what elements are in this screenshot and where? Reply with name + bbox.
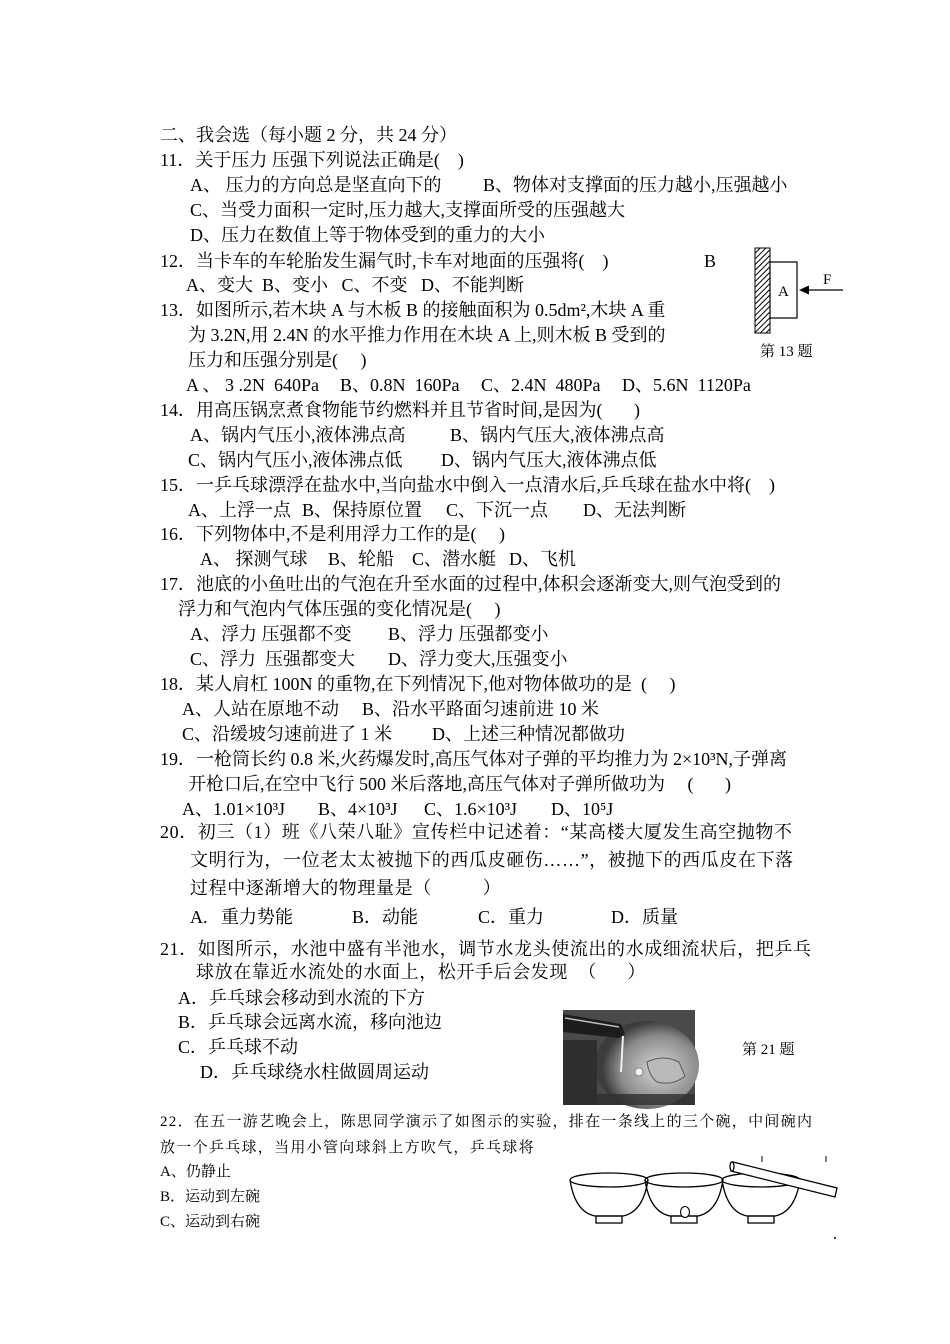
q14-stem: 14．用高压锅烹煮食物能节约燃料并且节省时间,是因为( ) — [160, 400, 640, 420]
q18-option-a: A、人站在原地不动 — [182, 699, 339, 719]
q19-option-d: D、10⁵J — [551, 799, 614, 819]
force-arrow-head — [799, 286, 809, 295]
bowl-left-rim — [570, 1173, 648, 1187]
figure13-caption: 第 13 题 — [760, 344, 813, 360]
q21-option-b: B．乒乓球会远离水流，移向池边 — [178, 1012, 443, 1032]
figure13-diagram — [745, 240, 850, 340]
q14-option-c: C、锅内气压小,液体沸点低 — [188, 450, 403, 470]
q15-option-d: D、无法判断 — [583, 500, 686, 520]
q18-stem: 18．某人肩杠 100N 的重物,在下列情况下,他对物体做功的是 ( ) — [160, 674, 676, 694]
q18-option-d: D、上述三种情况都做功 — [432, 724, 625, 744]
q14-option-d: D、锅内气压大,液体沸点低 — [441, 450, 657, 470]
q17-option-b: B、浮力 压强都变小 — [388, 624, 549, 644]
section-title: 二、我会选（每小题 2 分，共 24 分） — [160, 125, 457, 145]
q21-option-c: C．乒乓球不动 — [178, 1037, 299, 1057]
q20-option-c: C．重力 — [478, 907, 545, 927]
q22-stem-line-1: 22．在五一游艺晚会上，陈思同学演示了如图示的实验，排在一条线上的三个碗，中间碗内 — [160, 1114, 814, 1130]
q15-option-c: C、下沉一点 — [446, 500, 549, 520]
force-label: F — [823, 272, 832, 288]
q16-option-d: D、飞机 — [509, 549, 576, 569]
q11-option-d: D、压力在数值上等于物体受到的重力的大小 — [190, 225, 545, 245]
q13-stem-line-3: 压力和压强分别是( ) — [188, 350, 367, 370]
blowing-tube-end — [730, 1162, 734, 1171]
figure21-photo — [563, 1010, 695, 1105]
q17-stem-line-1: 17．池底的小鱼吐出的气泡在升至水面的过程中,体积会逐渐变大,则气泡受到的 — [160, 574, 781, 594]
q20-option-b: B．动能 — [352, 907, 419, 927]
blowing-tube-body — [731, 1162, 837, 1197]
q20-stem-line-3: 过程中逐渐增大的物理量是（ ） — [190, 878, 502, 898]
q19-option-b: B、4×10³J — [318, 799, 398, 819]
q19-stem-line-1: 19．一枪筒长约 0.8 米,火药爆发时,高压气体对子弹的平均推力为 2×10³N,子弹离 — [160, 749, 788, 769]
q11-option-b: B、物体对支撑面的压力越小,压强越小 — [483, 175, 788, 195]
photo-dark-bottom — [563, 1094, 695, 1105]
q20-option-d: D．质量 — [611, 907, 678, 927]
q15-stem: 15．一乒乓球漂浮在盐水中,当向盐水中倒入一点清水后,乒乓球在盐水中将( ) — [160, 475, 775, 495]
q13-option-a: A 、 3 .2N 640Pa — [186, 375, 320, 395]
figure21-caption: 第 21 题 — [742, 1042, 795, 1058]
ping-pong-ball-bowl — [681, 1207, 690, 1218]
q22-option-a: A、仍静止 — [160, 1164, 231, 1180]
q22-option-b: B．运动到左碗 — [160, 1189, 261, 1205]
q13-option-d: D、5.6N 1120Pa — [622, 375, 751, 395]
block-a-label: A — [778, 284, 789, 300]
ping-pong-ball — [635, 1068, 643, 1076]
bowl-middle-rim — [645, 1173, 723, 1187]
q21-option-d: D．乒乓球绕水柱做圆周运动 — [200, 1062, 429, 1082]
q16-option-b: B、轮船 — [328, 549, 395, 569]
q13-stem-line-2: 为 3.2N,用 2.4N 的水平推力作用在木块 A 上,则木板 B 受到的 — [188, 325, 666, 345]
q16-option-a: A、 探测气球 — [200, 549, 308, 569]
q19-stem-line-2: 开枪口后,在空中飞行 500 米后落地,高压气体对子弹所做功为 ( ) — [188, 774, 731, 794]
q18-option-b: B、沿水平路面匀速前进 10 米 — [362, 699, 600, 719]
q20-option-a: A. 重力势能 — [190, 907, 293, 927]
wall-board-b — [755, 248, 770, 333]
q11-option-a: A、 压力的方向总是坚直向下的 — [190, 175, 442, 195]
q15-option-a: A、上浮一点 — [188, 500, 291, 520]
q19-option-a: A、1.01×10³J — [182, 799, 286, 819]
q21-stem-line-1: 21．如图所示，水池中盛有半池水，调节水龙头使流出的水成细流状后，把乒乓 — [160, 939, 812, 959]
q12-options: A、变大 B、变小 C、不变 D、不能判断 — [186, 275, 525, 295]
q15-option-b: B、保持原位置 — [302, 500, 423, 520]
q13-option-b: B、0.8N 160Pa — [340, 375, 460, 395]
q19-option-c: C、1.6×10³J — [424, 799, 518, 819]
q16-stem: 16．下列物体中,不是利用浮力工作的是( ) — [160, 524, 505, 544]
blowing-tube — [730, 1162, 837, 1197]
q13-stem-line-1: 13．如图所示,若木块 A 与木板 B 的接触面积为 0.5dm²,木块 A 重 — [160, 300, 666, 320]
q17-option-a: A、浮力 压强都不变 — [190, 624, 352, 644]
q18-option-c: C、沿缓坡匀速前进了 1 米 — [182, 724, 393, 744]
q22-stem-line-2: 放一个乒乓球，当用小管向球斜上方吹气，乒乓球将 — [160, 1140, 535, 1156]
figure22-diagram — [565, 1150, 845, 1245]
q22-option-c: C、运动到右碗 — [160, 1214, 261, 1230]
bowl-right-foot — [748, 1216, 774, 1223]
q20-stem-line-1: 20．初三（1）班《八荣八耻》宣传栏中记述着：“某高楼大厦发生高空抛物不 — [160, 822, 793, 842]
q11-stem: 11．关于压力 压强下列说法正确是( ) — [160, 150, 464, 170]
q21-option-a: A．乒乓球会移动到水流的下方 — [178, 988, 425, 1008]
q17-option-c: C、浮力 压强都变大 — [190, 649, 356, 669]
q13-option-c: C、2.4N 480Pa — [481, 375, 601, 395]
figure22-dot — [834, 1237, 836, 1239]
q20-stem-line-2: 文明行为，一位老太太被抛下的西瓜皮砸伤……”，被抛下的西瓜皮在下落 — [190, 850, 794, 870]
q14-option-b: B、锅内气压大,液体沸点高 — [450, 425, 665, 445]
q12-stem: 12．当卡车的车轮胎发生漏气时,卡车对地面的压强将( ) — [160, 251, 609, 271]
figure13-board-label: B — [704, 251, 717, 271]
q16-option-c: C、潜水艇 — [412, 549, 497, 569]
q21-stem-line-2: 球放在靠近水流处的水面上，松开手后会发现 （ ） — [196, 962, 646, 982]
q17-option-d: D、浮力变大,压强变小 — [388, 649, 568, 669]
bowl-left-foot — [596, 1216, 622, 1223]
q14-option-a: A、锅内气压小,液体沸点高 — [190, 425, 406, 445]
bowl-left — [570, 1173, 648, 1223]
q17-stem-line-2: 浮力和气泡内气体压强的变化情况是( ) — [178, 599, 501, 619]
q11-option-c: C、当受力面积一定时,压力越大,支撑面所受的压强越大 — [190, 200, 626, 220]
